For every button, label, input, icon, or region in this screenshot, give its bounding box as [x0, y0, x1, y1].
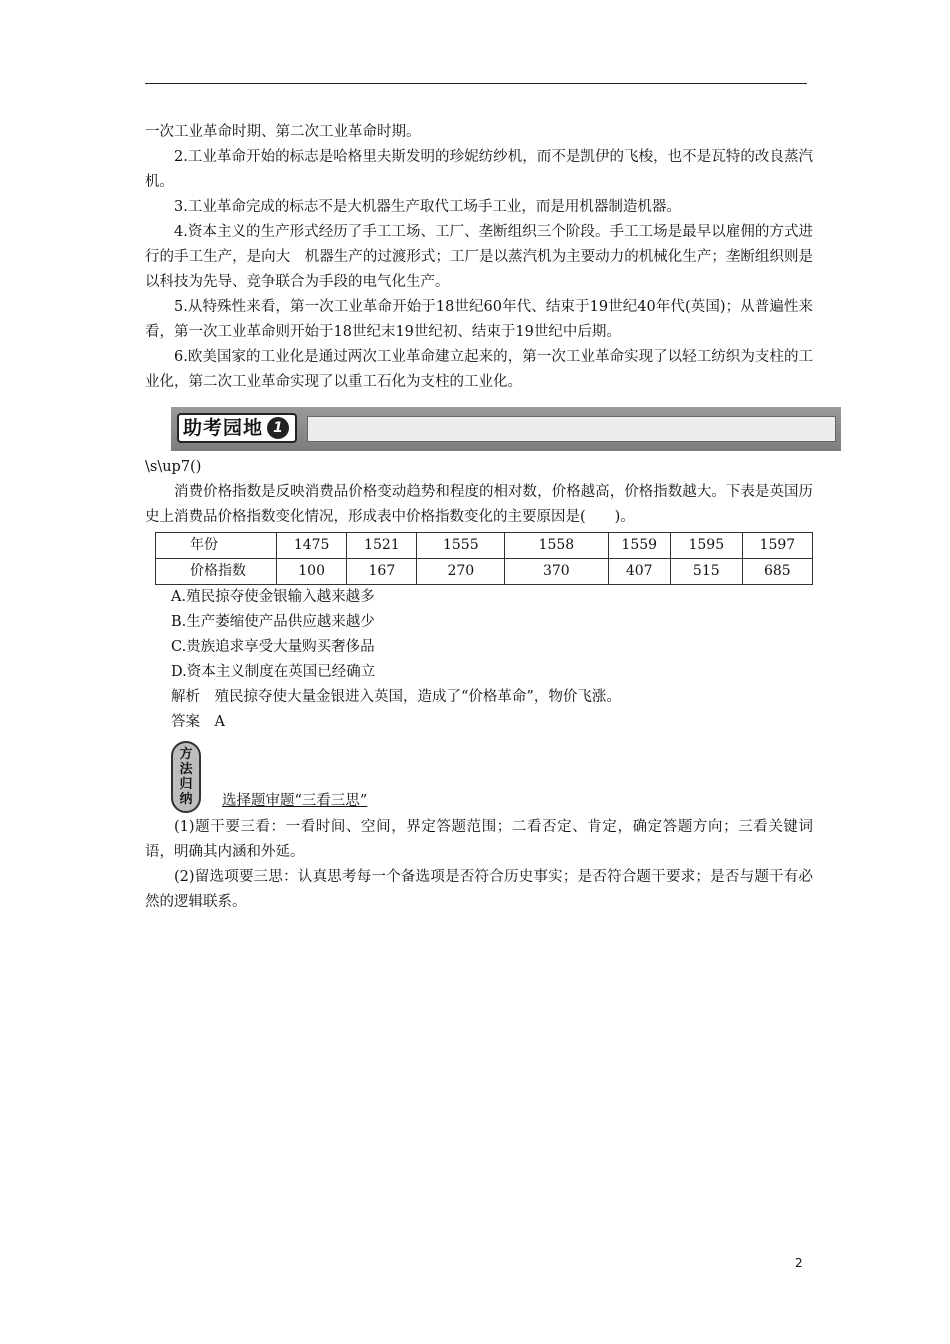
table-cell: 1597	[742, 533, 812, 559]
code-line: \s\up7()	[145, 459, 202, 475]
table-cell: 1559	[608, 533, 670, 559]
paragraph-point-5: 5.从特殊性来看，第一次工业革命开始于18世纪60年代、结束于19世纪40年代(英国)；从普遍性来看，第一次工业革命则开始于18世纪末19世纪初、结束于19世纪中后期。	[145, 299, 813, 340]
price-index-table	[155, 532, 813, 585]
header-rule	[145, 83, 807, 84]
table-cell: 1475	[277, 533, 347, 559]
table-cell: 1521	[347, 533, 417, 559]
table-row	[156, 559, 813, 585]
method-title: 选择题审题“三看三思”	[222, 793, 368, 809]
table-cell: 685	[742, 559, 812, 585]
answer-text: 答案 A	[171, 714, 225, 730]
question-text: 消费价格指数是反映消费品价格变动趋势和程度的相对数，价格越高，价格指数越大。下表是英国历史上消费品价格指数变化情况，形成表中价格指数变化的主要原因是( )。	[145, 484, 813, 525]
banner-tag	[177, 413, 297, 443]
paragraph-continued: 一次工业革命时期、第二次工业革命时期。	[145, 124, 421, 140]
method-point-1: (1)题干要三看：一看时间、空间，界定答题范围；二看否定、肯定，确定答题方向；三看关键词语，明确其内涵和外延。	[145, 819, 813, 860]
table-cell: 407	[608, 559, 670, 585]
paragraph-point-6: 6.欧美国家的工业化是通过两次工业革命建立起来的，第一次工业革命实现了以轻工纺织为支柱的工业化，第二次工业革命实现了以重工石化为支柱的工业化。	[145, 349, 813, 390]
table-row	[156, 533, 813, 559]
paragraph-point-3: 3.工业革命完成的标志不是大机器生产取代工场手工业，而是用机器制造机器。	[174, 199, 681, 215]
option-d: D.资本主义制度在英国已经确立	[171, 664, 376, 680]
table-cell: 1558	[505, 533, 608, 559]
table-cell: 1595	[670, 533, 742, 559]
option-c: C.贵族追求享受大量购买奢侈品	[171, 639, 375, 655]
paragraph-point-4: 4.资本主义的生产形式经历了手工工场、工厂、垄断组织三个阶段。手工工场是最早以雇佣的方式进行的手工生产，是向大 机器生产的过渡形式；工厂是以蒸汽机为主要动力的机械化生产；垄断组织则是以科技为先导、竞争联合为手段的电气化生产。	[145, 224, 813, 290]
paragraph-point-2: 2.工业革命开始的标志是哈格里夫斯发明的珍妮纺纱机，而不是凯伊的飞梭，也不是瓦特的改良蒸汽机。	[145, 149, 813, 190]
answer-options	[145, 585, 813, 735]
table-cell: 270	[417, 559, 505, 585]
method-point-2: (2)留选项要三思：认真思考每一个备选项是否符合历史事实；是否符合题干要求；是否与题干有必然的逻辑联系。	[145, 869, 813, 910]
table-cell: 370	[505, 559, 608, 585]
table-row-label: 价格指数	[156, 559, 277, 585]
page-number: 2	[795, 1256, 803, 1270]
section-banner	[171, 407, 841, 451]
method-summary-header	[145, 741, 813, 815]
option-a: A.殖民掠夺使金银输入越来越多	[171, 589, 375, 605]
banner-title: 助考园地	[183, 416, 264, 439]
method-badge-char: 法	[179, 762, 193, 777]
table-row-label: 年份	[156, 533, 277, 559]
page-content	[145, 120, 813, 915]
banner-number-badge: 1	[267, 417, 289, 439]
table-cell: 100	[277, 559, 347, 585]
method-badge-char: 纳	[179, 792, 193, 807]
method-badge-char: 方	[179, 747, 193, 762]
table-cell: 167	[347, 559, 417, 585]
method-badge-icon	[171, 741, 201, 813]
banner-bar	[307, 416, 836, 442]
option-b: B.生产萎缩使产品供应越来越少	[171, 614, 375, 630]
table-cell: 515	[670, 559, 742, 585]
table-cell: 1555	[417, 533, 505, 559]
method-badge-char: 归	[179, 777, 193, 792]
analysis-text: 解析 殖民掠夺使大量金银进入英国，造成了“价格革命”，物价飞涨。	[171, 689, 621, 705]
